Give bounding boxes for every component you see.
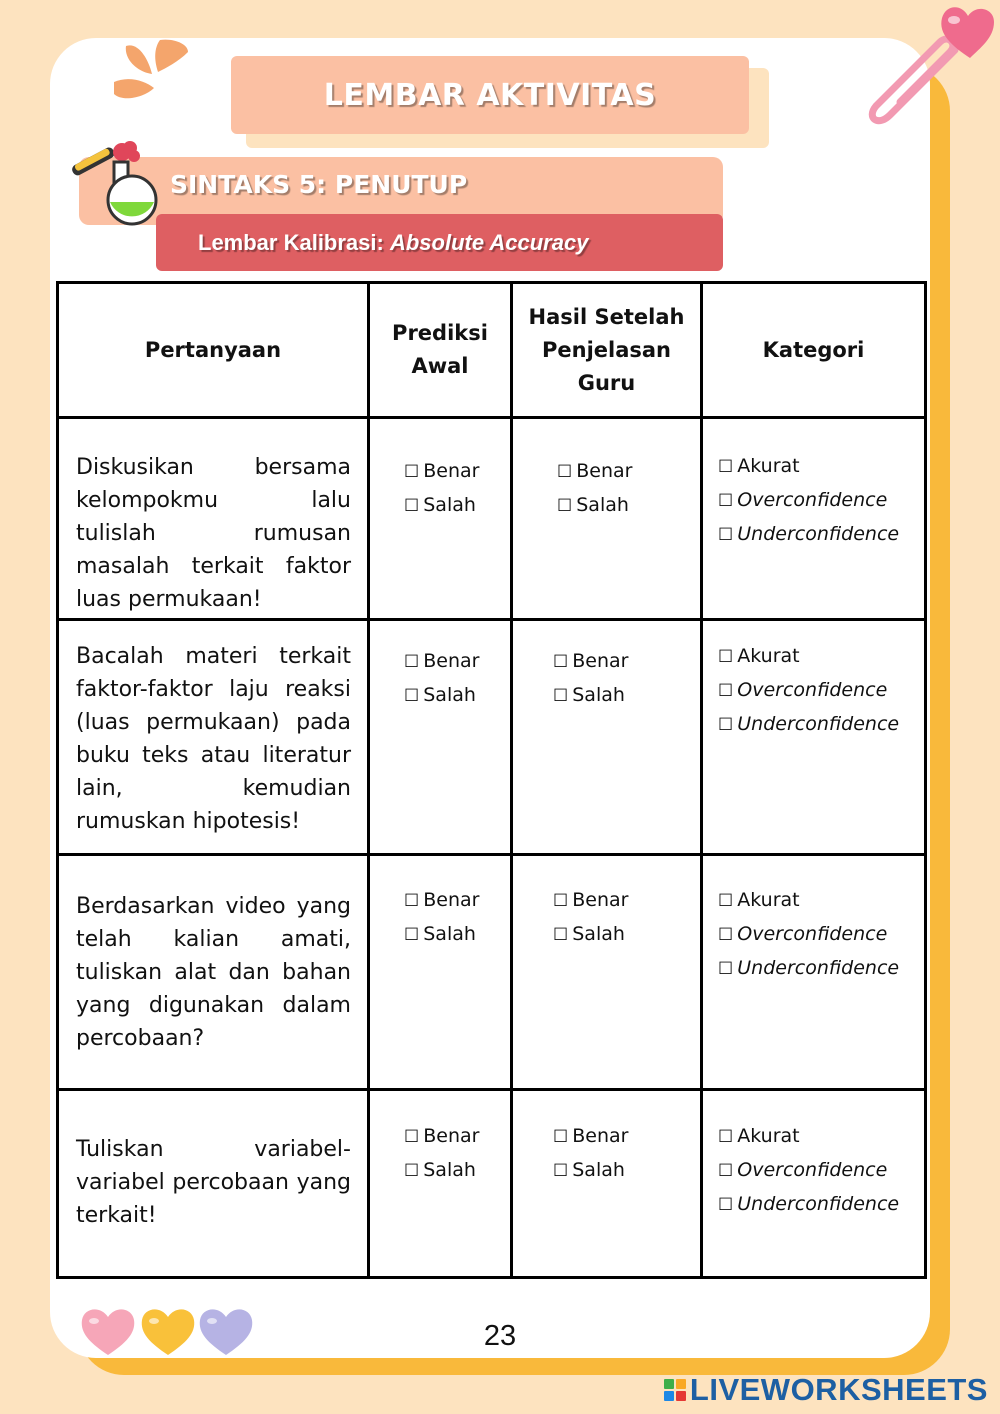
checkbox-icon: ☐ [404,1161,420,1181]
checkbox-icon: ☐ [404,686,420,706]
hasil-cell [512,855,702,1090]
liveworksheets-logo-icon [664,1379,686,1401]
checkbox-icon: ☐ [557,462,573,482]
checkbox-icon: ☐ [404,652,420,672]
table-row [58,855,926,1090]
checkbox-hasil-benar[interactable]: ☐ Benar [557,460,633,482]
table-row [58,620,926,855]
hasil-cell [512,1090,702,1278]
title-banner [231,56,749,134]
checkbox-hasil-benar[interactable]: ☐ Benar [553,650,629,672]
sintaks-title: SINTAKS 5: PENUTUP [170,170,468,199]
checkbox-icon: ☐ [404,925,420,945]
checkbox-icon: ☐ [718,1161,734,1181]
checkbox-hasil-benar[interactable]: ☐ Benar [553,889,629,911]
checkbox-kategori-overconfidence[interactable]: ☐ Overconfidence [718,1159,888,1181]
hasil-cell [512,418,702,620]
checkbox-icon: ☐ [718,959,734,979]
table-row [58,1090,926,1278]
checkbox-icon: ☐ [718,1195,734,1215]
checkbox-prediksi-benar[interactable]: ☐ Benar [404,650,480,672]
checkbox-kategori-underconfidence[interactable]: ☐ Underconfidence [718,957,900,979]
checkbox-icon: ☐ [404,1127,420,1147]
page-title: LEMBAR AKTIVITAS [323,77,657,113]
checkbox-icon: ☐ [718,1127,734,1147]
checkbox-icon: ☐ [718,681,734,701]
checkbox-icon: ☐ [718,457,734,477]
checkbox-icon: ☐ [553,1161,569,1181]
checkbox-icon: ☐ [718,525,734,545]
kalibrasi-banner [156,214,723,271]
prediksi-cell [369,1090,512,1278]
checkbox-kategori-akurat[interactable]: ☐ Akurat [718,889,800,911]
checkbox-icon: ☐ [404,891,420,911]
checkbox-icon: ☐ [553,925,569,945]
checkbox-hasil-salah[interactable]: ☐ Salah [553,684,625,706]
checkbox-kategori-overconfidence[interactable]: ☐ Overconfidence [718,679,888,701]
checkbox-icon: ☐ [553,652,569,672]
sparkle-decoration-icon [108,38,198,104]
question-cell: Diskusikan bersama kelompokmu lalu tulislah rumusan masalah terkait faktor luas permukaan! [58,418,369,620]
prediksi-cell [369,620,512,855]
header-prediksi: Prediksi Awal [369,283,512,418]
kategori-cell [702,1090,926,1278]
checkbox-icon: ☐ [553,891,569,911]
checkbox-icon: ☐ [718,647,734,667]
checkbox-prediksi-benar[interactable]: ☐ Benar [404,889,480,911]
checkbox-icon: ☐ [718,491,734,511]
checkbox-kategori-overconfidence[interactable]: ☐ Overconfidence [718,923,888,945]
kategori-cell [702,620,926,855]
table-row [58,418,926,620]
checkbox-prediksi-salah[interactable]: ☐ Salah [404,684,476,706]
checkbox-icon: ☐ [404,496,420,516]
kalibrasi-title [198,230,588,256]
checkbox-icon: ☐ [718,715,734,735]
checkbox-icon: ☐ [557,496,573,516]
checkbox-kategori-akurat[interactable]: ☐ Akurat [718,645,800,667]
checkbox-prediksi-benar[interactable]: ☐ Benar [404,460,480,482]
checkbox-prediksi-salah[interactable]: ☐ Salah [404,494,476,516]
header-hasil: Hasil Setelah Penjelasan Guru [512,283,702,418]
question-cell: Berdasarkan video yang telah kalian amati, tuliskan alat dan bahan yang digunakan dalam percobaan? [58,855,369,1090]
prediksi-cell [369,855,512,1090]
checkbox-kategori-underconfidence[interactable]: ☐ Underconfidence [718,523,900,545]
checkbox-icon: ☐ [404,462,420,482]
checkbox-kategori-akurat[interactable]: ☐ Akurat [718,1125,800,1147]
hasil-cell [512,620,702,855]
header-pertanyaan: Pertanyaan [58,283,369,418]
checkbox-icon: ☐ [718,925,734,945]
chemistry-flask-icon [66,134,162,230]
checkbox-kategori-akurat[interactable]: ☐ Akurat [718,455,800,477]
liveworksheets-watermark [664,1372,988,1408]
checkbox-hasil-benar[interactable]: ☐ Benar [553,1125,629,1147]
prediksi-cell [369,418,512,620]
kalibrasi-italic: Absolute Accuracy [389,229,589,255]
checkbox-icon: ☐ [553,1127,569,1147]
page-number: 23 [483,1320,517,1352]
checkbox-icon: ☐ [718,891,734,911]
kategori-cell [702,855,926,1090]
paperclip-heart-icon [860,0,1000,140]
question-cell: Tuliskan variabel-variabel percobaan yang terkait! [58,1090,369,1278]
checkbox-prediksi-benar[interactable]: ☐ Benar [404,1125,480,1147]
checkbox-prediksi-salah[interactable]: ☐ Salah [404,1159,476,1181]
question-cell: Bacalah materi terkait faktor-faktor laju reaksi (luas permukaan) pada buku teks atau literatur lain, kemudian rumuskan hipotesis! [58,620,369,855]
calibration-table [56,281,927,1279]
checkbox-hasil-salah[interactable]: ☐ Salah [553,923,625,945]
checkbox-hasil-salah[interactable]: ☐ Salah [557,494,629,516]
header-kategori: Kategori [702,283,926,418]
checkbox-kategori-overconfidence[interactable]: ☐ Overconfidence [718,489,888,511]
checkbox-prediksi-salah[interactable]: ☐ Salah [404,923,476,945]
checkbox-hasil-salah[interactable]: ☐ Salah [553,1159,625,1181]
checkbox-kategori-underconfidence[interactable]: ☐ Underconfidence [718,713,900,735]
checkbox-kategori-underconfidence[interactable]: ☐ Underconfidence [718,1193,900,1215]
kalibrasi-prefix: Lembar Kalibrasi: [198,229,384,255]
table-header-row [58,283,926,418]
checkbox-icon: ☐ [553,686,569,706]
kategori-cell [702,418,926,620]
watermark-text: LIVEWORKSHEETS [689,1372,988,1407]
